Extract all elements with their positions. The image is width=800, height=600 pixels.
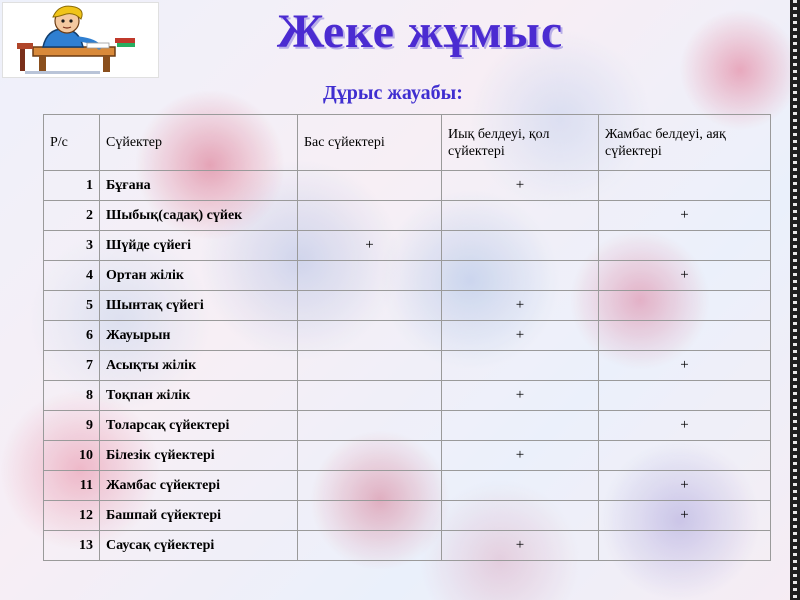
mark-shoulder: + <box>442 171 599 201</box>
bone-name: Жауырын <box>100 321 298 351</box>
mark-pelvis: + <box>599 261 771 291</box>
bone-name: Жамбас сүйектері <box>100 471 298 501</box>
row-number: 4 <box>44 261 100 291</box>
mark-pelvis: + <box>599 501 771 531</box>
mark-pelvis <box>599 381 771 411</box>
table-row <box>44 441 771 471</box>
row-number: 7 <box>44 351 100 381</box>
table-row <box>44 471 771 501</box>
mark-shoulder <box>442 471 599 501</box>
row-number: 3 <box>44 231 100 261</box>
header-row-number: Р/с <box>44 115 100 171</box>
bone-name: Ортан жілік <box>100 261 298 291</box>
mark-shoulder <box>442 411 599 441</box>
mark-pelvis <box>599 291 771 321</box>
bone-name: Тоқпан жілік <box>100 381 298 411</box>
header-bones: Сүйектер <box>100 115 298 171</box>
table-row <box>44 411 771 441</box>
mark-head <box>298 171 442 201</box>
mark-pelvis: + <box>599 351 771 381</box>
mark-shoulder <box>442 261 599 291</box>
mark-shoulder: + <box>442 381 599 411</box>
row-number: 2 <box>44 201 100 231</box>
mark-shoulder <box>442 201 599 231</box>
bones-table <box>43 114 771 561</box>
bone-name: Асықты жілік <box>100 351 298 381</box>
slide-edge-bar <box>790 0 800 600</box>
mark-pelvis: + <box>599 201 771 231</box>
slide-subtitle: Дұрыс жауабы: <box>323 82 463 104</box>
mark-shoulder: + <box>442 531 599 561</box>
mark-head <box>298 381 442 411</box>
slide-title: Жеке жұмыс <box>276 5 564 58</box>
table-row <box>44 351 771 381</box>
bone-name: Шүйде сүйегі <box>100 231 298 261</box>
bone-name: Бұғана <box>100 171 298 201</box>
table-row <box>44 501 771 531</box>
row-number: 11 <box>44 471 100 501</box>
mark-pelvis <box>599 231 771 261</box>
mark-shoulder: + <box>442 321 599 351</box>
mark-head <box>298 501 442 531</box>
mark-pelvis <box>599 441 771 471</box>
bone-name: Саусақ сүйектері <box>100 531 298 561</box>
mark-head <box>298 291 442 321</box>
mark-shoulder <box>442 231 599 261</box>
mark-shoulder: + <box>442 291 599 321</box>
mark-pelvis <box>599 321 771 351</box>
row-number: 5 <box>44 291 100 321</box>
mark-head <box>298 351 442 381</box>
bone-name: Білезік сүйектері <box>100 441 298 471</box>
bone-name: Толарсақ сүйектері <box>100 411 298 441</box>
bone-name: Шынтақ сүйегі <box>100 291 298 321</box>
mark-pelvis: + <box>599 411 771 441</box>
row-number: 1 <box>44 171 100 201</box>
table-row <box>44 531 771 561</box>
row-number: 9 <box>44 411 100 441</box>
mark-pelvis: + <box>599 471 771 501</box>
table-row <box>44 201 771 231</box>
header-shoulder-arm-bones: Иық белдеуі, қол сүйектері <box>442 115 599 171</box>
mark-head: + <box>298 231 442 261</box>
logo-caption-strip <box>25 71 100 74</box>
row-number: 13 <box>44 531 100 561</box>
row-number: 6 <box>44 321 100 351</box>
mark-shoulder <box>442 351 599 381</box>
mark-head <box>298 411 442 441</box>
table-row <box>44 381 771 411</box>
bone-name: Башпай сүйектері <box>100 501 298 531</box>
table-row <box>44 321 771 351</box>
bone-name: Шыбық(садақ) сүйек <box>100 201 298 231</box>
mark-head <box>298 441 442 471</box>
table-row <box>44 261 771 291</box>
header-pelvis-leg-bones: Жамбас белдеуі, аяқ сүйектері <box>599 115 771 171</box>
mark-pelvis <box>599 171 771 201</box>
table-header-row <box>44 115 771 171</box>
row-number: 8 <box>44 381 100 411</box>
mark-head <box>298 321 442 351</box>
mark-head <box>298 261 442 291</box>
mark-head <box>298 471 442 501</box>
mark-pelvis <box>599 531 771 561</box>
header-head-bones: Бас сүйектері <box>298 115 442 171</box>
mark-shoulder <box>442 501 599 531</box>
row-number: 12 <box>44 501 100 531</box>
mark-head <box>298 201 442 231</box>
table-row <box>44 231 771 261</box>
mark-head <box>298 531 442 561</box>
row-number: 10 <box>44 441 100 471</box>
mark-shoulder: + <box>442 441 599 471</box>
table-row <box>44 171 771 201</box>
table-row <box>44 291 771 321</box>
